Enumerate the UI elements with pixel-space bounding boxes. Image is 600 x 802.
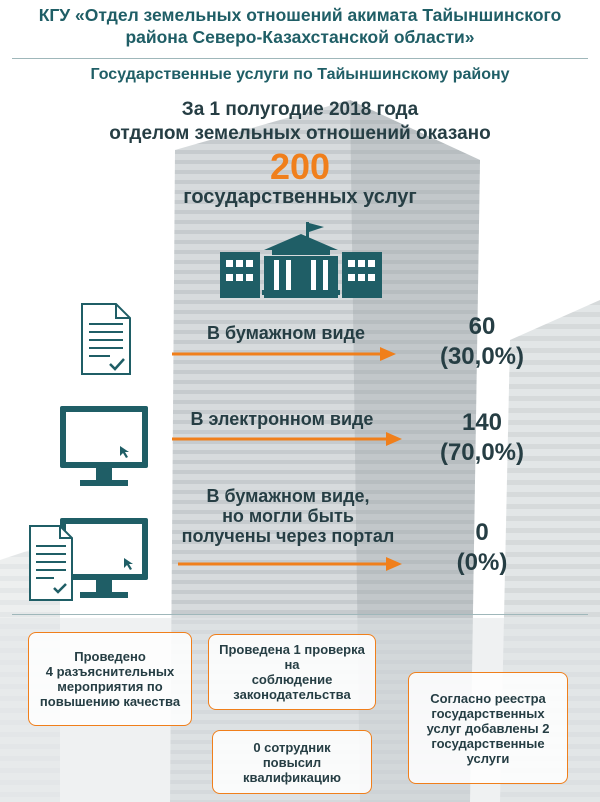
- row-electronic-count: 140: [461, 409, 503, 436]
- info-box-events-line-4: повышению качества: [39, 694, 181, 709]
- period-text: [0, 98, 600, 146]
- row-paper-count: 60: [468, 313, 496, 340]
- row-electronic-label: В электронном виде: [190, 409, 374, 429]
- info-box-events: [28, 632, 192, 726]
- info-box-registry-line-5: услуги: [466, 750, 510, 766]
- page-subtitle: Государственные услуги по Тайыншинскому району: [90, 66, 510, 83]
- government-building-icon: [220, 222, 382, 303]
- info-box-registry-line-3: услуг добавлены 2: [426, 720, 550, 736]
- row-portal-percent: (0%): [456, 549, 508, 576]
- document-monitor-icon: [28, 514, 152, 611]
- divider-top: [12, 58, 588, 59]
- row-portal-label-line-3: получены через портал: [181, 526, 395, 546]
- info-box-qualification-line-2: повысил: [262, 754, 322, 770]
- row-electronic-value: [402, 408, 562, 468]
- row-electronic-arrow: [172, 431, 404, 452]
- info-box-inspection-line-2: соблюдение: [251, 672, 333, 687]
- row-portal-label-line-2: но могли быть: [222, 506, 354, 526]
- row-paper-arrow: [172, 346, 398, 367]
- document-icon: [80, 302, 132, 381]
- info-box-qualification: [212, 730, 372, 794]
- row-paper-value: [402, 312, 562, 372]
- period-line-1: За 1 полугодие 2018 года: [181, 99, 419, 120]
- row-paper-label: В бумажном виде: [206, 323, 366, 343]
- info-box-inspection-line-3: законодательства: [233, 687, 351, 702]
- info-box-events-line-2: 4 разъяснительных: [45, 664, 175, 679]
- period-line-2: отделом земельных отношений оказано: [109, 123, 491, 144]
- info-box-registry-line-4: государственные: [431, 735, 545, 751]
- info-box-registry-line-2: государственных: [431, 705, 545, 721]
- total-services-label: государственных услуг: [183, 186, 417, 208]
- row-portal-value: [402, 518, 562, 578]
- info-box-registry-line-1: Согласно реестра: [430, 690, 546, 706]
- info-box-inspection-line-1: Проведена 1 проверка на: [219, 642, 365, 672]
- row-paper-percent: (30,0%): [439, 343, 525, 370]
- info-box-qualification-line-3: квалификацию: [243, 769, 341, 785]
- total-services-count: 200: [269, 146, 331, 187]
- row-portal-count: 0: [475, 519, 489, 546]
- row-portal-label-line-1: В бумажном виде,: [206, 486, 370, 506]
- info-box-events-line-1: Проведено: [74, 649, 146, 664]
- monitor-icon: [58, 404, 150, 495]
- row-electronic-percent: (70,0%): [439, 439, 525, 466]
- info-box-inspection: [208, 634, 376, 710]
- org-line-1: КГУ «Отдел земельных отношений акимата Тайыншинского: [38, 5, 562, 25]
- org-line-2: района Северо-Казахстанской области»: [125, 27, 475, 47]
- info-box-registry: [408, 672, 568, 784]
- organization-title: [0, 4, 600, 48]
- divider-bottom: [12, 614, 588, 615]
- info-box-qualification-line-1: 0 сотрудник: [253, 739, 331, 755]
- info-box-events-line-3: мероприятия по: [57, 679, 163, 694]
- row-portal-arrow: [178, 556, 404, 577]
- row-portal-label: [176, 486, 400, 546]
